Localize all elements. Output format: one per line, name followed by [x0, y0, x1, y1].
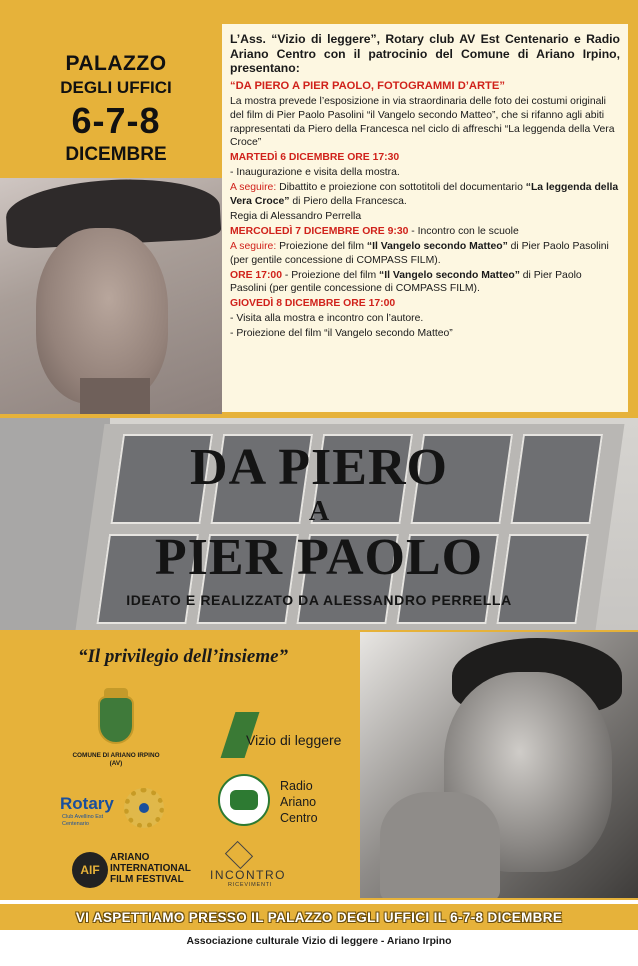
portrait-neck — [80, 378, 150, 414]
radio-ariano-logo-icon — [218, 774, 270, 826]
day2-time2-suffix: di Pier Paolo Pasolini (per gentile concessione di COMPASS FILM). — [230, 269, 582, 295]
rotary-logo-subtext: Club Avellino Est Centenario — [62, 814, 104, 827]
day1-header: MARTEDÌ 6 DICEMBRE ORE 17:30 — [230, 152, 400, 164]
comune-crest-icon — [98, 696, 134, 744]
rotary-wheel-icon — [124, 788, 164, 828]
aif-line1: ARIANO — [110, 852, 150, 863]
venue-dates: 6-7-8 — [71, 100, 161, 141]
day1-doc-title: “La leggenda della Vera Croce” — [230, 182, 619, 208]
day1-follow-text: Dibattito e proiezione con sottotitoli del documentario — [276, 182, 526, 194]
comune-logo-text: COMUNE DI ARIANO IRPINO (AV) — [72, 752, 160, 767]
day2-follow-suffix: di Pier Paolo Pasolini (per gentile concessione di COMPASS FILM). — [230, 240, 609, 266]
program-text-panel — [222, 24, 628, 412]
main-title-line2: A — [308, 496, 330, 527]
day2-follow — [230, 240, 620, 268]
day2-item: - Incontro con le scuole — [408, 225, 519, 237]
main-title-credit: IDEATO E REALIZZATO DA ALESSANDRO PERRELLA — [126, 592, 512, 608]
exhibition-title: “DA PIERO A PIER PAOLO, FOTOGRAMMI D’ARTE” — [230, 79, 505, 92]
day1-doc-suffix: di Piero della Francesca. — [289, 196, 407, 208]
intro-text: L’Ass. “Vizio di leggere”, Rotary club AV Est Centenario e Radio Ariano Centro con il patrocinio del Comune di Ariano Irpino, presentano: — [230, 32, 620, 76]
day1-item: - Inaugurazione e visita della mostra. — [230, 167, 400, 179]
portrait-hand — [380, 792, 500, 898]
vizio-leggere-logo-text: Vizio di leggere — [246, 732, 342, 748]
day3-header: GIOVEDÌ 8 DICEMBRE ORE 17:00 — [230, 298, 396, 310]
day2-time2-text: - Proiezione del film — [281, 269, 380, 281]
radio-ariano-logo-text — [280, 778, 318, 826]
piero-portrait-image — [0, 178, 222, 414]
venue-block — [28, 52, 204, 166]
day3-item2: - Proiezione del film “il Vangelo secondo Matteo” — [230, 328, 453, 340]
footer-sub-text: Associazione culturale Vizio di leggere - Ariano Irpino — [186, 936, 452, 947]
day2-follow-label: A seguire: — [230, 240, 277, 252]
venue-month: DICEMBRE — [65, 144, 167, 165]
day2-follow-text: Proiezione del film — [276, 240, 367, 252]
motto-text: “Il privilegio dell’insieme” — [78, 646, 289, 667]
aif-logo-text — [110, 852, 191, 885]
pasolini-portrait-image — [360, 632, 638, 898]
radio-line3: Centro — [280, 811, 318, 825]
footer-main-text: VI ASPETTIAMO PRESSO IL PALAZZO DEGLI UFFICI IL 6-7-8 DICEMBRE — [75, 910, 563, 925]
day3-item1: - Visita alla mostra e incontro con l’autore. — [230, 313, 424, 325]
day1-follow-label: A seguire: — [230, 182, 277, 194]
day1-follow — [230, 181, 620, 209]
day2-header: MERCOLEDÌ 7 DICEMBRE ORE 9:30 — [230, 225, 409, 237]
day2-time2: ORE 17:00 — [230, 269, 282, 281]
day1-regia: Regia di Alessandro Perrella — [230, 210, 362, 222]
radio-line1: Radio — [280, 779, 313, 793]
radio-line2: Ariano — [280, 795, 317, 809]
venue-line1: PALAZZO — [65, 52, 167, 75]
aif-line3: FILM FESTIVAL — [110, 874, 184, 885]
day2-film-title2: “Il Vangelo secondo Matteo” — [379, 269, 520, 281]
incontro-logo-subtext: RICEVIMENTI — [228, 882, 273, 888]
aif-line2: INTERNATIONAL — [110, 863, 191, 874]
incontro-logo-text: INCONTRO — [210, 868, 286, 882]
rotary-logo-text: Rotary — [60, 794, 114, 813]
aif-logo-icon: AIF — [72, 852, 108, 888]
day2-line — [230, 225, 620, 239]
venue-line2: DEGLI UFFICI — [60, 78, 172, 97]
main-title-line3: PIER PAOLO — [154, 529, 484, 586]
exhibition-description: La mostra prevede l’esposizione in via straordinaria delle foto dei costumi originali del film di Pier Paolo Pasolini “il Vangelo secondo Matteo”, che si rifanno agli abiti rappresentati da Piero della Francesca nel ciclo di affreschi “La leggenda della Vera Croce” — [230, 95, 615, 149]
main-title-line1: DA PIERO — [190, 439, 448, 496]
day2-evening — [230, 269, 620, 297]
day2-film-title: “Il Vangelo secondo Matteo” — [366, 240, 508, 252]
